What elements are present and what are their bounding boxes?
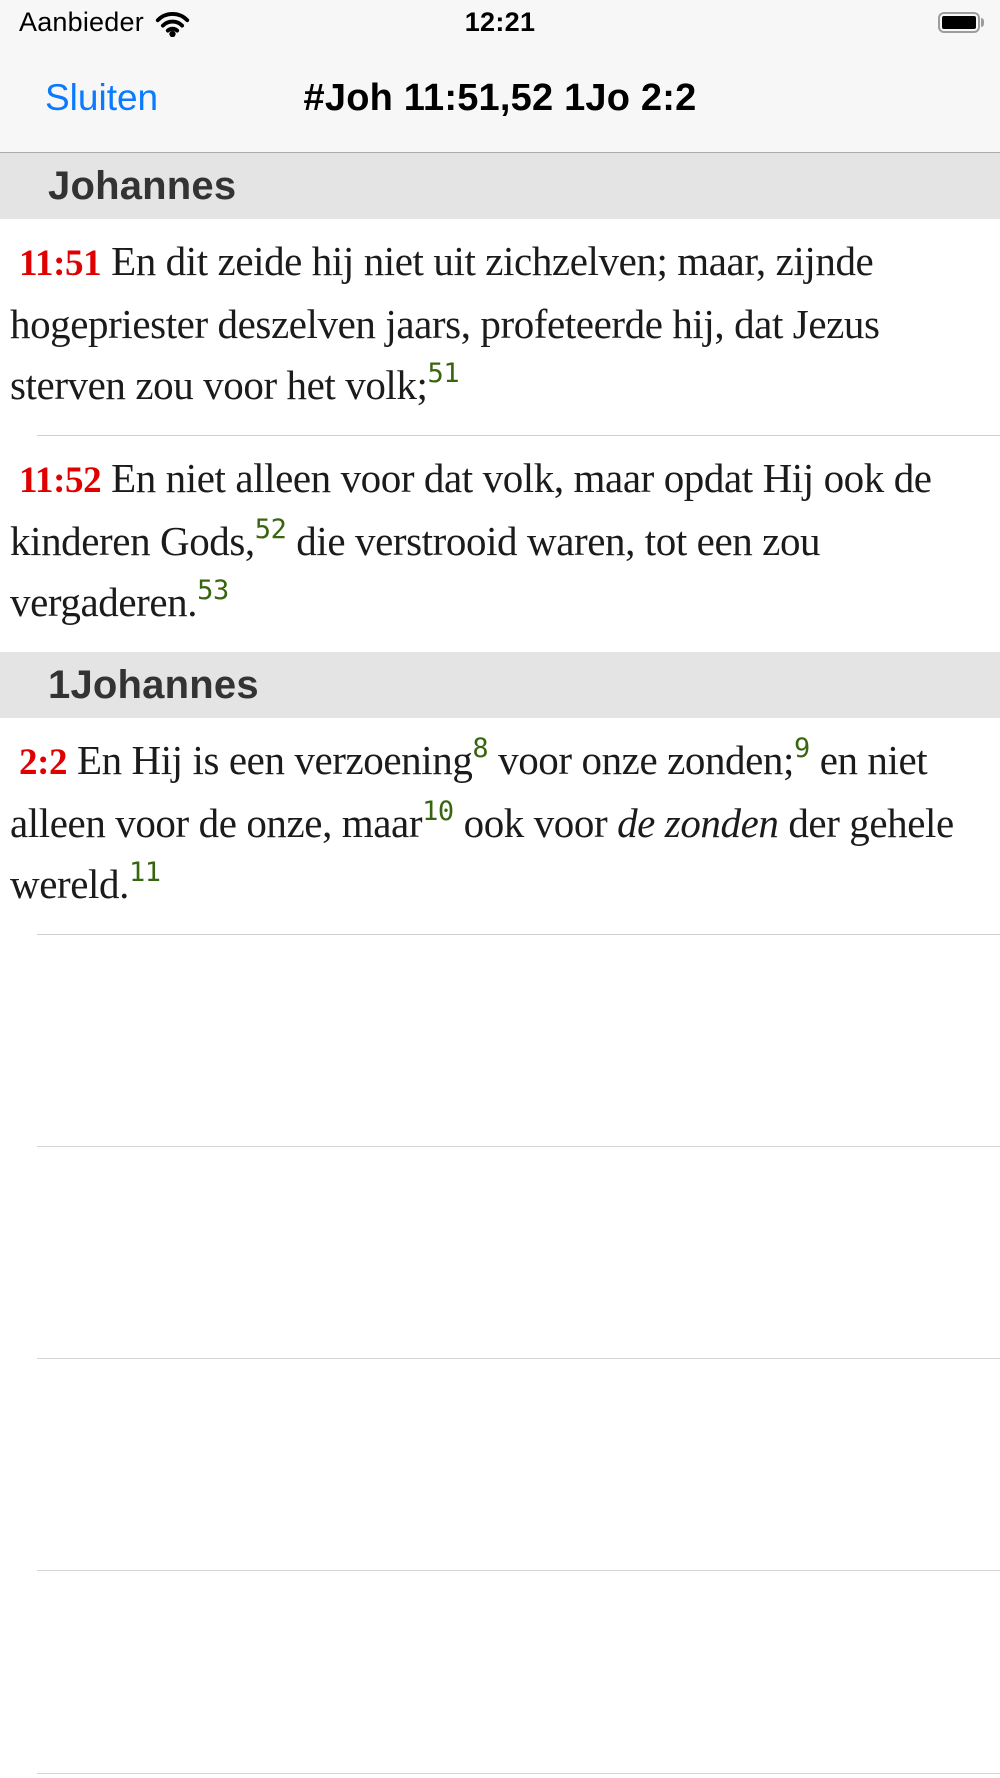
carrier-label: Aanbieder [19, 6, 144, 37]
footnote-marker[interactable]: 51 [427, 358, 460, 390]
footnote-marker[interactable]: 9 [794, 733, 810, 765]
verse-segment: ook voor [453, 800, 618, 846]
verse-list [0, 153, 1000, 1774]
book-header-label: 1Johannes [48, 662, 259, 707]
empty-row [0, 1571, 1000, 1774]
verse-segment: en niet alleen voor de onze, maar [10, 737, 928, 846]
verse-segment: die verstrooid waren, tot een zou vergaderen. [10, 518, 821, 625]
status-bar [0, 0, 1000, 44]
footnote-marker[interactable]: 53 [197, 575, 229, 607]
verse-segment-italic: de zonden [617, 800, 779, 846]
verse-ref: 2:2 [19, 742, 68, 783]
book-section [0, 153, 1000, 652]
footnote-marker[interactable]: 10 [422, 796, 454, 828]
book-header-label: Johannes [48, 163, 237, 208]
footnote-marker[interactable]: 8 [472, 733, 489, 765]
verse-text [10, 730, 986, 915]
book-header [0, 652, 1000, 718]
page-title: #Joh 11:51,52 1Jo 2:2 [303, 76, 697, 119]
book-section [0, 652, 1000, 935]
verse-group [0, 718, 1000, 935]
nav-bar [0, 44, 1000, 153]
verse-group [0, 219, 1000, 652]
footnote-marker[interactable]: 52 [254, 514, 287, 546]
verse-row[interactable] [0, 718, 1000, 935]
empty-row [0, 935, 1000, 1147]
verse-segment: En niet alleen voor dat volk, maar opdat Hij ook de kinderen Gods, [10, 455, 932, 564]
status-time: 12:21 [464, 6, 536, 37]
footnote-marker[interactable]: 11 [128, 857, 161, 889]
verse-ref: 11:51 [19, 243, 102, 284]
verse-segment: der gehele wereld. [10, 800, 954, 907]
verse-body [10, 455, 932, 625]
verse-segment: En dit zeide hij niet uit zichzelven; maar, zijnde hogepriester deszelven jaars, profeteerde hij, dat Jezus sterven zou voor het volk; [10, 238, 880, 408]
verse-body [10, 733, 954, 907]
verse-text [10, 231, 986, 416]
verse-row[interactable] [0, 219, 1000, 436]
empty-row [0, 1359, 1000, 1571]
verse-row[interactable] [0, 436, 1000, 652]
verse-ref: 11:52 [19, 460, 102, 501]
book-header [0, 153, 1000, 219]
close-button[interactable]: Sluiten [45, 44, 158, 152]
verse-segment: En Hij is een verzoening [76, 737, 473, 783]
verse-segment: voor onze zonden; [488, 737, 794, 783]
verse-body [10, 238, 880, 408]
verse-text [10, 448, 986, 633]
empty-row [0, 1147, 1000, 1359]
